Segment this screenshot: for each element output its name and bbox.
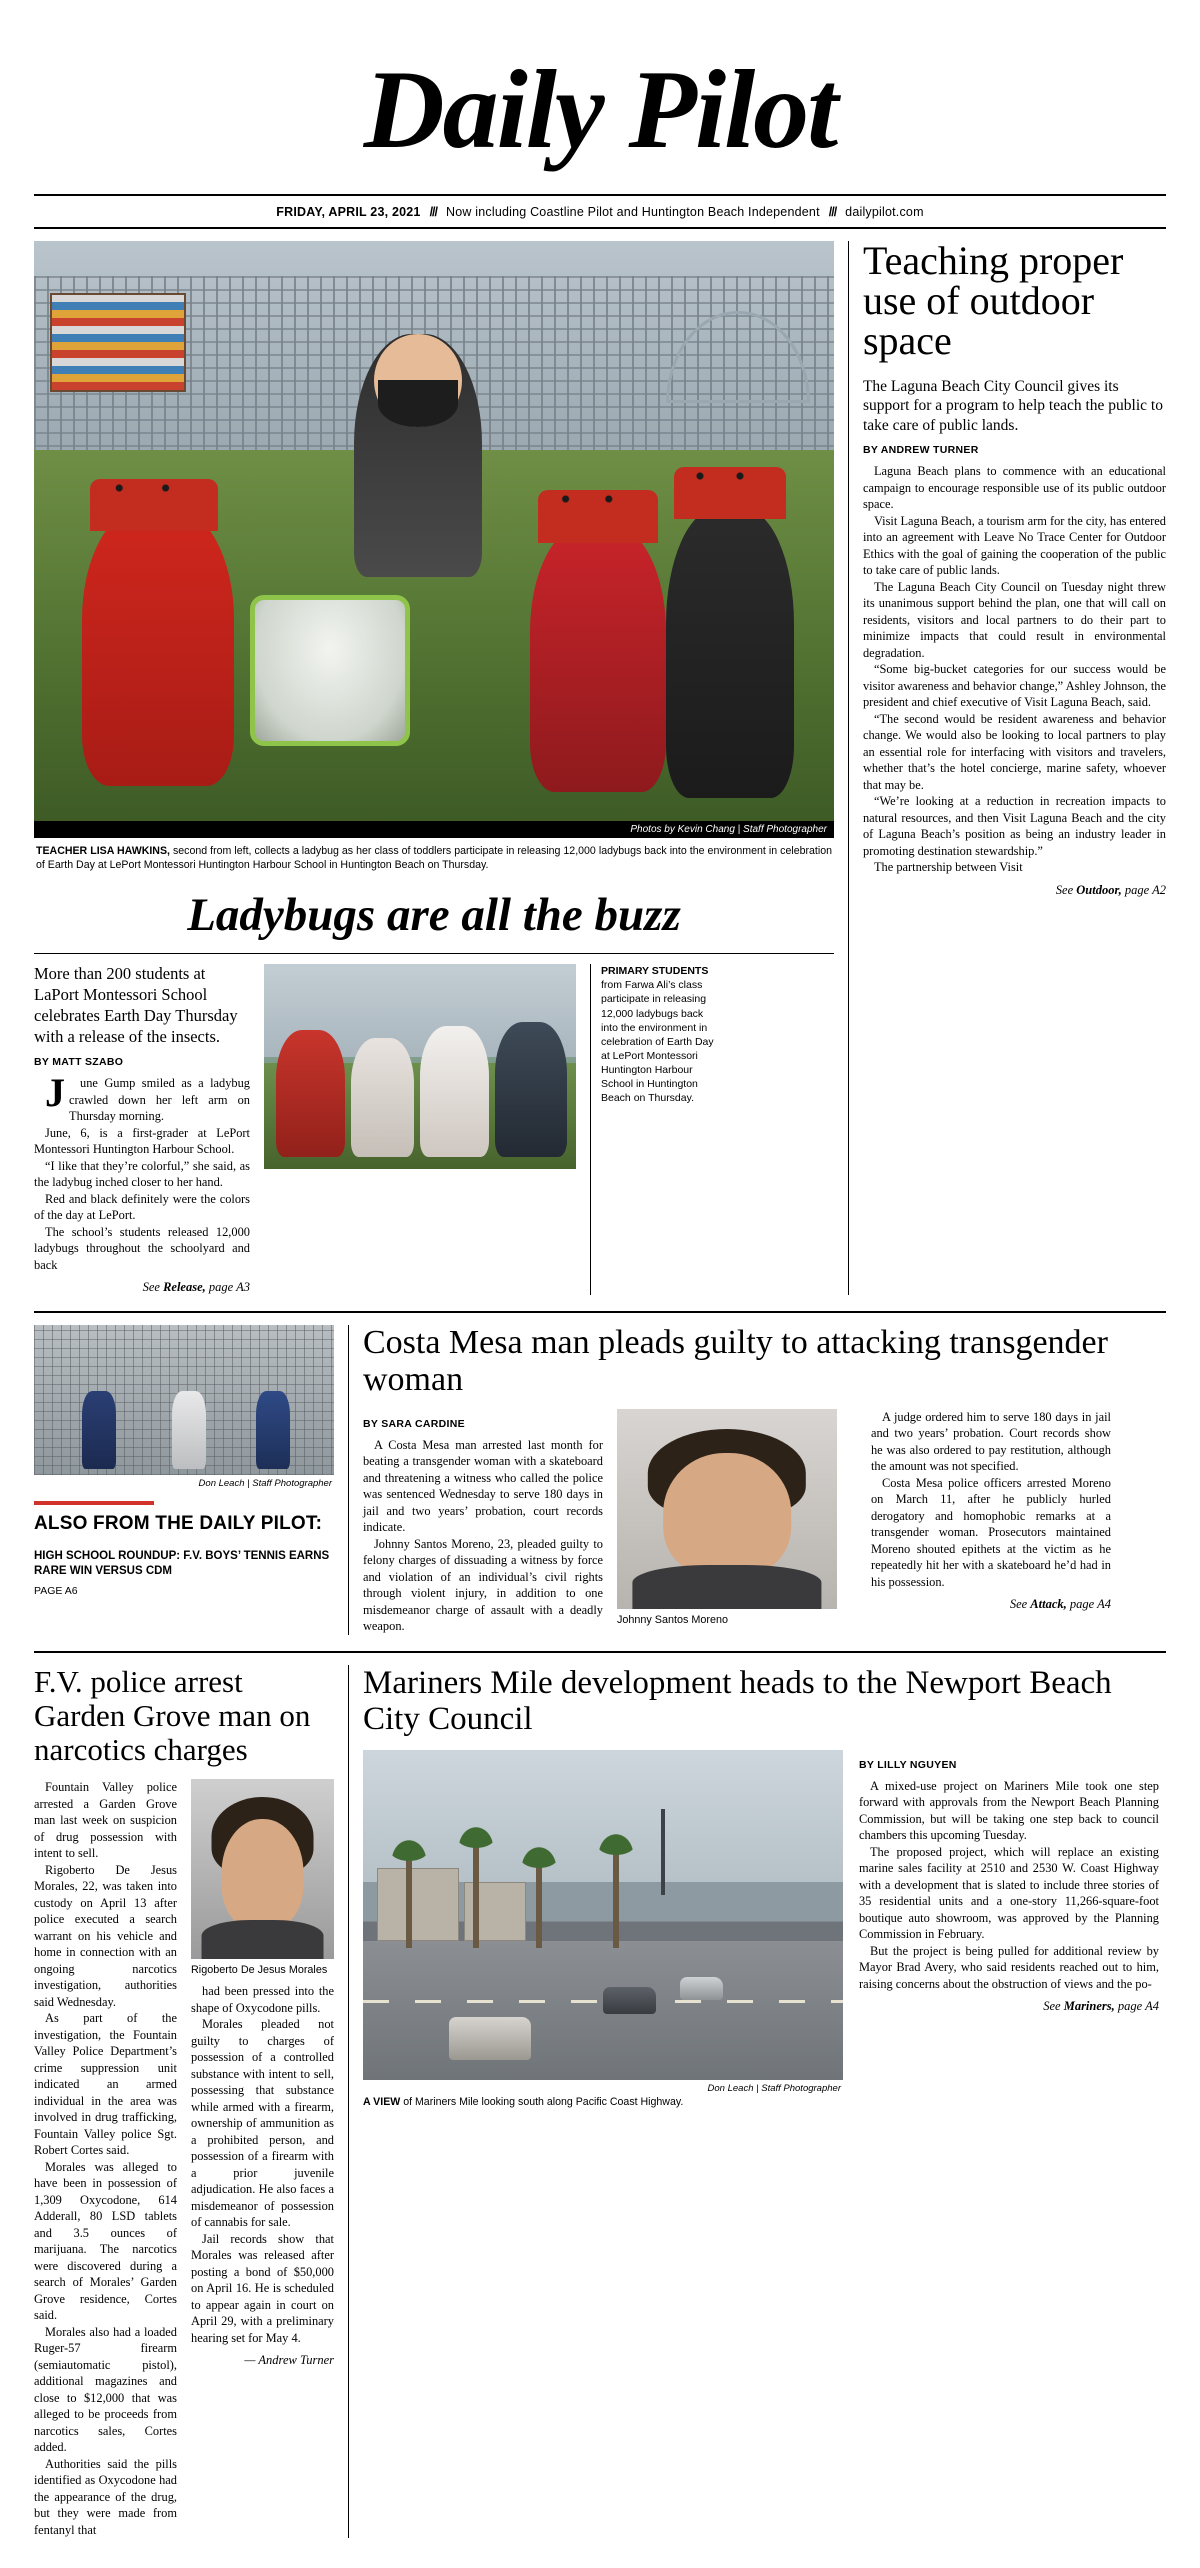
mariners-photo <box>363 1750 843 2080</box>
publication-date: FRIDAY, APRIL 23, 2021 <box>276 205 421 219</box>
secondary-photo-caption <box>601 964 718 1105</box>
promo-photo <box>34 1325 334 1475</box>
top-section <box>34 229 1166 1295</box>
costa-mesa-story <box>363 1325 1166 1634</box>
photo-sky <box>363 1750 843 1882</box>
photo-tennis-player <box>82 1391 116 1469</box>
caption-text: second from left, collects a ladybug as her class of toddlers participate in releasing 12,000 ladybugs back into the environment in celebration of Earth Day at LePort Montessori Huntington Harbour School in Huntington Beach on Thursday. <box>36 845 832 871</box>
photo-shoulders <box>632 1565 821 1609</box>
jump-label: See <box>1055 882 1077 897</box>
costa-mesa-columns <box>363 1409 1166 1635</box>
mariners-headline[interactable]: Mariners Mile development heads to the Newport Beach City Council <box>362 1664 1112 1738</box>
lead-photo-caption <box>34 838 834 873</box>
lead-headline[interactable]: Ladybugs are all the buzz <box>187 888 681 941</box>
mariners-photo-credit: Don Leach | Staff Photographer <box>707 2082 841 2094</box>
lower-section <box>34 1653 1166 2538</box>
photo-child <box>530 525 666 792</box>
lead-story <box>34 241 834 1295</box>
vertical-divider <box>848 241 849 1295</box>
promo-text-block[interactable] <box>34 1491 334 1596</box>
lead-photo <box>34 241 834 821</box>
mugshot-photo-moreno <box>617 1409 837 1609</box>
mariners-photo-caption <box>363 2096 843 2110</box>
caption-lead-in: A VIEW <box>362 2095 401 2108</box>
jump-target: Mariners, <box>1063 1999 1115 2013</box>
jump-page: page A3 <box>205 1280 250 1295</box>
promo-module[interactable] <box>34 1325 334 1634</box>
caption-lead-in: TEACHER LISA HAWKINS, <box>36 845 170 857</box>
mariners-story <box>363 1665 1166 2538</box>
promo-accent-rule <box>34 1501 154 1505</box>
middle-section <box>34 1313 1166 1634</box>
paragraph: Morales was alleged to have been in possession of 1,309 Oxycodone, 614 Adderall, 80 LSD tablets and 3.5 ounces of marijuana. The narcotics were discovered during a search of Morales’ Garden Grove residence, Cortes said. <box>34 2159 177 2323</box>
jump-page: page A2 <box>1121 882 1166 897</box>
costa-mesa-column-1 <box>363 1409 603 1635</box>
mariners-byline: BY LILLY NGUYEN <box>858 1758 957 1771</box>
website-url[interactable]: dailypilot.com <box>845 205 924 219</box>
paragraph: Johnny Santos Moreno, 23, pleaded guilty to felony charges of dissuading a witness by force and violation of an individual’s civil rights through violent injury, in addition to one misdemeanor charge of assault with a deadly weapon. <box>362 1536 603 1634</box>
paragraph: Visit Laguna Beach, a tourism arm for the city, has entered into an agreement with Leave No Trace Center for Outdoor Ethics with the goal of gaining the cooperation of the public to take care of public lands. <box>862 513 1166 578</box>
lead-byline: BY MATT SZABO <box>34 1056 124 1069</box>
photo-palm-tree <box>406 1855 412 1947</box>
jump-label: See <box>1043 1999 1064 2013</box>
paragraph: had been pressed into the shape of Oxycodone pills. <box>191 1984 334 2015</box>
fv-police-column-1 <box>34 1779 177 2538</box>
fv-police-columns <box>34 1779 334 2538</box>
paragraph: “The second would be resident awareness and behavior change. We would also be looking to local partners to play an essential role for interfacing with visitors and travelers, whether that’s the hotel concierge, marine safety, whoever that may be. <box>862 711 1166 792</box>
mariners-photo-column <box>363 1750 843 2110</box>
photo-ladybug-hat <box>674 467 786 519</box>
lead-deck: More than 200 students at LaPort Montessori School celebrates Earth Day Thursday with a release of the insects. <box>34 964 238 1046</box>
costa-mesa-byline: BY SARA CARDINE <box>362 1417 465 1430</box>
photo-tennis-player <box>256 1391 290 1469</box>
costa-mesa-headline[interactable]: Costa Mesa man pleads guilty to attacking transgender woman <box>362 1324 1108 1399</box>
jump-line[interactable] <box>863 883 1166 898</box>
paragraph: June Gump smiled as a ladybug crawled down her left arm on Thursday morning. <box>45 1070 250 1124</box>
paragraph: The Laguna Beach City Council on Tuesday night threw its unanimous support behind the plan, one that will call on residents, visitors and local partners to do their part to minimize impacts that could result in environmental degradation. <box>862 579 1166 660</box>
photo-face-mask <box>378 380 458 426</box>
costa-mesa-column-3 <box>871 1409 1111 1635</box>
paragraph: A Costa Mesa man arrested last month for beating a transgender woman with a skateboard and threatening a witness who called the police was sentenced Wednesday to serve 180 days in jail and two years’ probation, court records indicate. <box>362 1437 603 1535</box>
jump-label: See <box>142 1280 164 1295</box>
jump-target: Outdoor, <box>1076 882 1122 897</box>
paragraph: “I like that they’re colorful,” she said, as the ladybug inched closer to her hand. <box>34 1158 250 1190</box>
jump-page: page A4 <box>1066 1597 1111 1612</box>
photo-palm-tree <box>613 1849 619 1948</box>
lead-column-2 <box>264 964 576 1295</box>
paragraph: Jail records show that Morales was released after posting a bond of $50,000 on April 16. He is scheduled to appear again in court on April 29, with a preliminary hearing set for May 4. <box>191 2231 334 2345</box>
lead-column-3 <box>590 964 718 1295</box>
photo-child <box>82 508 234 786</box>
promo-title: ALSO FROM THE DAILY PILOT: <box>34 1513 323 1535</box>
fv-police-headline[interactable]: F.V. police arrest Garden Grove man on narcotics charges <box>34 1663 311 1768</box>
fv-police-story <box>34 1665 334 2538</box>
jump-target: Release, <box>163 1280 206 1295</box>
paragraph: But the project is being pulled for additional review by Mayor Brad Avery, who said residents reached out to him, raising concerns about the obstruction of views and the po- <box>858 1943 1159 1991</box>
promo-page-ref: PAGE A6 <box>34 1584 78 1597</box>
photo-shoulders <box>201 1920 324 1960</box>
photo-child <box>351 1038 413 1157</box>
outdoor-byline: BY ANDREW TURNER <box>862 444 979 457</box>
vertical-divider <box>348 1665 349 2538</box>
photo-playhouse <box>50 293 186 392</box>
publication-tagline: Now including Coastline Pilot and Huntington Beach Independent <box>445 205 820 219</box>
secondary-photo <box>264 964 576 1169</box>
paragraph: A mixed-use project on Mariners Mile took one step forward with approvals from the Newport Beach Planning Commission, but will be taking one step back to council chambers this upcoming Tuesday. <box>858 1778 1159 1842</box>
photo-car <box>603 1987 656 2013</box>
caption-text: from Farwa Ali’s class participate in releasing 12,000 ladybugs back into the environment in celebration of Earth Day at LePort Montessori Huntington Harbour School in Huntington Beach on Thursday. <box>601 979 714 1104</box>
costa-mesa-column-2 <box>617 1409 857 1635</box>
photo-building <box>377 1868 459 1941</box>
photo-child <box>276 1030 345 1157</box>
photo-child <box>666 508 794 798</box>
photo-face <box>663 1453 791 1577</box>
fv-police-column-2 <box>191 1779 334 2538</box>
paragraph: Fountain Valley police arrested a Garden Grove man last week on suspicion of drug possession with intent to sell. <box>34 1780 177 1861</box>
outdoor-story <box>862 238 1166 1295</box>
photo-credit: Photos by Kevin Chang | Staff Photographer <box>34 821 834 838</box>
photo-child <box>495 1022 567 1157</box>
paragraph: Red and black definitely were the colors of the day at LePort. <box>34 1191 250 1223</box>
photo-tennis-player <box>172 1391 206 1469</box>
dateline-separator-2: /// <box>828 205 837 219</box>
paragraph: Costa Mesa police officers arrested Moreno on March 11, after he publicly hurled derogatory and homophobic remarks at a transgender woman. Prosecutors maintained Moreno shouted epithets at the victim as he repeatedly hit her with a skateboard he’d had in his possession. <box>870 1475 1111 1589</box>
page-title: Daily Pilot <box>363 48 837 172</box>
outdoor-deck: The Laguna Beach City Council gives its support for a program to help teach the public to take care of public lands. <box>862 378 1163 434</box>
photo-palm-tree <box>536 1862 542 1948</box>
paragraph: Rigoberto De Jesus Morales, 22, was taken into custody on April 13 after police executed a search warrant on his vehicle and home in connection with an ongoing narcotics investigation, authorities said Wednesday. <box>34 1862 177 2009</box>
page-footer-space <box>34 2538 1166 2548</box>
promo-photo-credit: Don Leach | Staff Photographer <box>198 1478 332 1490</box>
jump-target: Attack, <box>1030 1597 1067 1612</box>
paragraph: The proposed project, which will replace an existing marine sales facility at 2510 and 2530 W. Coast Highway with a development that is slated to include three stories of 35 residential units and a one-story 11,266-square-foot boutique auto showroom, was approved by the Planning Commission in February. <box>858 1844 1159 1941</box>
photo-ladybug-hat <box>90 479 218 531</box>
paragraph: The school’s students released 12,000 ladybugs throughout the schoolyard and back <box>34 1224 250 1272</box>
photo-car <box>680 1977 723 2000</box>
mugshot-photo-morales <box>191 1779 334 1959</box>
jump-line[interactable] <box>871 1597 1111 1612</box>
paragraph: “Some big-bucket categories for our success would be visitor awareness and behavior change,” Ashley Johnson, the president and chief executive of Visit Laguna Beach, said. <box>862 662 1166 710</box>
photo-palm-tree <box>473 1842 479 1948</box>
paragraph: “We’re looking at a reduction in recreation impacts to natural resources, and then Visit Laguna Beach and the city of Laguna Beach’s position as being an industry leader in promoting destination stewardship.” <box>862 794 1166 858</box>
paragraph: The partnership between Visit <box>873 860 1023 875</box>
mugshot-caption: Rigoberto De Jesus Morales <box>191 1964 328 1977</box>
paragraph: Laguna Beach plans to commence with an educational campaign to encourage responsible use of its public outdoor space. <box>862 464 1166 512</box>
story-signoff: — Andrew Turner <box>244 2353 334 2368</box>
photo-traffic-signal <box>661 1809 665 1895</box>
caption-text: of Mariners Mile looking south along Pacific Coast Highway. <box>400 2095 684 2108</box>
lead-column-1 <box>34 964 250 1295</box>
paragraph: As part of the investigation, the Fountain Valley Police Department’s crime suppression unit indicated an armed individual in the area was involved in drug trafficking, Fountain Valley police Sgt. Robert Cortes said. <box>34 2011 177 2158</box>
promo-item-label[interactable]: HIGH SCHOOL ROUNDUP: F.V. BOYS’ TENNIS EARNS RARE WIN VERSUS CDM <box>34 1549 330 1577</box>
mariners-columns <box>363 1750 1166 2110</box>
mariners-text-column <box>859 1750 1159 2110</box>
jump-page: page A4 <box>1114 1999 1159 2013</box>
lead-story-body <box>34 953 834 1295</box>
photo-ladybug-hat <box>538 490 658 542</box>
paragraph: Morales also had a loaded Ruger-57 firearm (semiautomatic pistol), additional magazines and close to $12,000 that was alleged to be proceeds from narcotics sales, Cortes added. <box>34 2324 177 2455</box>
paragraph: Authorities said the pills identified as Oxycodone had the appearance of the drug, but they were made from fentanyl that <box>34 2456 177 2537</box>
photo-child <box>420 1026 489 1157</box>
paragraph: June, 6, is a first-grader at LePort Montessori Huntington Harbour School. <box>34 1125 250 1157</box>
jump-line[interactable] <box>34 1280 250 1295</box>
dateline-bar <box>34 196 1166 229</box>
paragraph: Morales pleaded not guilty to charges of possession of a controlled substance with intent to sell, possessing that substance while armed with a firearm, ownership of ammunition as a prohibited person, and possession of a firearm with a prior juvenile adjudication. He also faces a misdemeanor of possession of cannabis for sale. <box>191 2017 334 2230</box>
caption-lead-in: PRIMARY STUDENTS <box>601 965 709 978</box>
dateline-separator-1: /// <box>429 205 437 219</box>
photo-ladybug-container <box>250 595 410 746</box>
masthead <box>34 0 1166 176</box>
mugshot-caption: Johnny Santos Moreno <box>616 1613 729 1626</box>
vertical-divider <box>348 1325 349 1634</box>
jump-label: See <box>1009 1597 1031 1612</box>
photo-face <box>221 1819 304 1931</box>
paragraph: A judge ordered him to serve 180 days in jail and two years’ probation. Court records show he was also ordered to pay restitution, although the amount was not specified. <box>870 1409 1111 1474</box>
outdoor-headline[interactable]: Teaching proper use of outdoor space <box>862 238 1124 363</box>
photo-car <box>449 2017 531 2060</box>
jump-line[interactable] <box>859 1999 1159 2014</box>
